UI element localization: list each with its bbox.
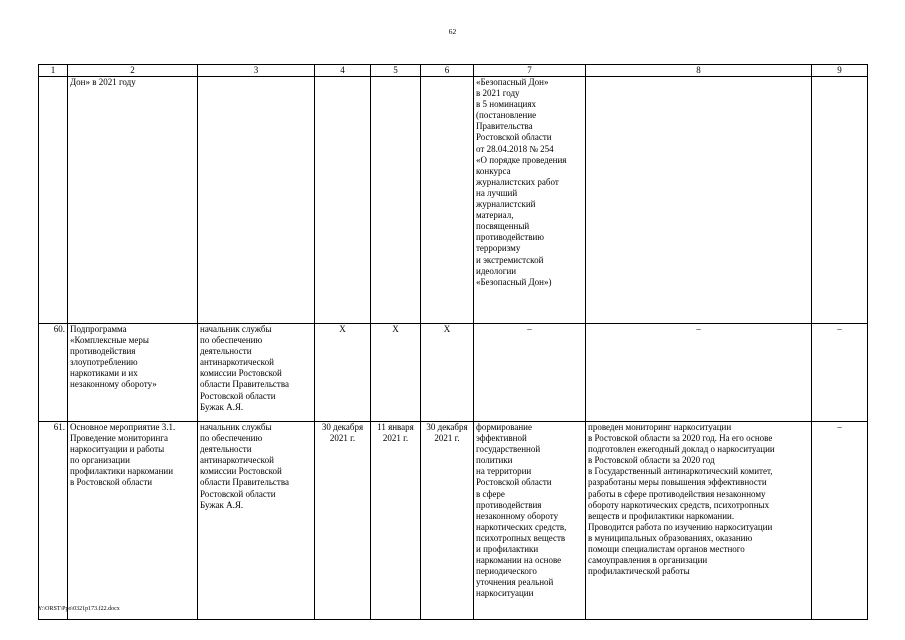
cell-line: 11 января [377,422,414,432]
planned-date-cell [315,77,371,324]
cell-line: 2021 г. [382,433,409,444]
cell-line: «Комплексные меры [70,335,149,346]
cell-line: в сфере [476,488,505,499]
cell-line: 30 декабря [321,422,364,432]
start-date-cell [371,422,421,620]
column-header: 5 [371,65,421,77]
cell-line: по организации [70,455,130,466]
cell-line: «Безопасный Дон» [476,77,549,87]
cell-line: противодействия [476,499,542,510]
notes-cell: – [812,422,868,620]
cell-line: по обеспечению [200,335,263,346]
cell-line: психотропных веществ [476,532,566,543]
column-header: 6 [421,65,474,77]
cell-line: периодического [476,566,537,577]
cell-line: Проведение мониторинга [70,433,168,444]
cell-line: «О порядке проведения [476,154,567,165]
executor-cell [198,77,315,324]
executor-cell [198,422,315,620]
row-number-cell [39,77,68,324]
cell-line: антинаркотической [200,357,274,368]
page-number: 62 [448,27,457,36]
report-table [38,64,868,620]
cell-line: (постановление [476,110,537,121]
cell-line: Проводится работа по изучению наркоситуации [588,521,773,532]
cell-line: злоупотреблению [70,357,138,368]
cell-line: области Правительства [200,379,289,390]
cell-line: профилактической работы [588,566,690,577]
cell-line: 2021 г. [434,433,460,444]
actual-result-cell [586,77,812,324]
notes-cell: – [812,324,868,422]
cell-line: журналистский [476,199,536,210]
cell-line: антинаркотической [200,455,274,466]
executor-cell [198,324,315,422]
actual-result-cell: – [586,324,812,422]
cell-line: в муниципальных образованиях, оказанию [588,532,753,543]
end-date-cell [421,77,474,324]
end-date-cell [421,422,474,620]
row-number-cell: 60. [39,324,68,422]
planned-date-cell: X [315,324,371,422]
cell-line: на лучший [476,187,518,198]
cell-line: «Безопасный Дон») [476,276,552,287]
end-date-cell: X [421,324,474,422]
cell-line: разработаны меры повышения эффективности [588,477,767,488]
cell-line: формирование [476,422,532,432]
column-header: 8 [586,65,812,77]
cell-line: в 2021 году [476,88,520,99]
cell-line: Подпрограмма [70,324,127,334]
cell-line: 2021 г. [329,433,356,444]
cell-line: от 28.04.2018 № 254 [476,143,554,154]
cell-line: наркотиками и их [70,368,138,379]
cell-line: работы в сфере противодействия незаконному [588,488,766,499]
actual-result-cell [586,422,812,620]
cell-line: наркомании на основе [476,555,562,566]
cell-line: по обеспечению [200,433,263,444]
cell-line: идеологии [476,265,517,276]
start-date-cell: X [371,324,421,422]
cell-line: конкурса [476,165,511,176]
cell-line: обороту наркотических средств, психотропных [588,499,770,510]
cell-line: уточнения реальной [476,577,554,588]
cell-line: Ростовской области [476,132,552,143]
cell-line: наркоситуации и работы [70,444,165,455]
cell-line: журналистских работ [476,176,559,187]
cell-line: политики [476,455,513,466]
cell-line: государственной [476,444,541,455]
expected-result-cell [474,422,586,620]
event-name-cell [68,77,198,324]
row-number-cell: 61. [39,422,68,620]
cell-line: веществ и профилактики наркомании. [588,510,735,521]
column-header: 9 [812,65,868,77]
column-header: 7 [474,65,586,77]
cell-line: самоуправления в организации [588,555,708,566]
cell-line: начальник службы [200,324,272,334]
cell-line: Бужак А.Я. [200,401,244,412]
cell-line: противодействию [476,232,544,243]
cell-line: комиссии Ростовской [200,466,282,477]
cell-line: и профилактики [476,544,539,555]
cell-line: в Государственный антинаркотический комитет, [588,466,773,477]
cell-line: в 5 номинациях [476,99,536,110]
expected-result-cell [474,77,586,324]
cell-line: на территории [476,466,532,477]
cell-line: помощи специалистам органов местного [588,544,745,555]
cell-line: Ростовской области [200,488,276,499]
cell-line: Правительства [476,121,533,132]
cell-line: проведен мониторинг наркоситуации [588,422,732,432]
cell-line: незаконному обороту [476,510,559,521]
column-header: 1 [39,65,68,77]
table-row [39,422,868,620]
cell-line: Основное мероприятие 3.1. [70,422,176,432]
cell-line: области Правительства [200,477,289,488]
cell-line: в Ростовской области [70,477,153,488]
cell-line: в Ростовской области за 2020 год [588,455,715,466]
event-name-cell [68,422,198,620]
header-row [39,65,868,77]
cell-line: посвященный [476,221,530,232]
cell-line: Бужак А.Я. [200,499,244,510]
event-name-cell [68,324,198,422]
cell-line: комиссии Ростовской [200,368,282,379]
column-header: 3 [198,65,315,77]
cell-line: Ростовской области [200,390,276,401]
cell-line: наркоситуации [476,588,534,599]
notes-cell [812,77,868,324]
expected-result-cell: – [474,324,586,422]
cell-line: в Ростовской области за 2020 год. На его основе [588,433,773,444]
cell-line: деятельности [200,444,252,455]
cell-line: начальник службы [200,422,272,432]
column-header: 2 [68,65,198,77]
table-row [39,324,868,422]
column-header: 4 [315,65,371,77]
cell-line: Ростовской области [476,477,552,488]
cell-line: терроризму [476,243,521,254]
planned-date-cell [315,422,371,620]
file-path-footer: Y:\ORST\Ppo\0321p173.f22.docx [38,606,120,612]
cell-line: и экстремистской [476,254,544,265]
cell-line: противодействия [70,346,136,357]
start-date-cell [371,77,421,324]
cell-line: Дон» в 2021 году [70,77,136,87]
cell-line: эффективной [476,433,527,444]
cell-line: наркотических средств, [476,521,567,532]
cell-line: деятельности [200,346,252,357]
cell-line: подготовлен ежегодный доклад о наркоситуации [588,444,775,455]
cell-line: материал, [476,210,514,221]
cell-line: профилактики наркомании [70,466,174,477]
table-row [39,77,868,324]
cell-line: 30 декабря [426,422,468,432]
cell-line: незаконному обороту» [70,379,157,390]
